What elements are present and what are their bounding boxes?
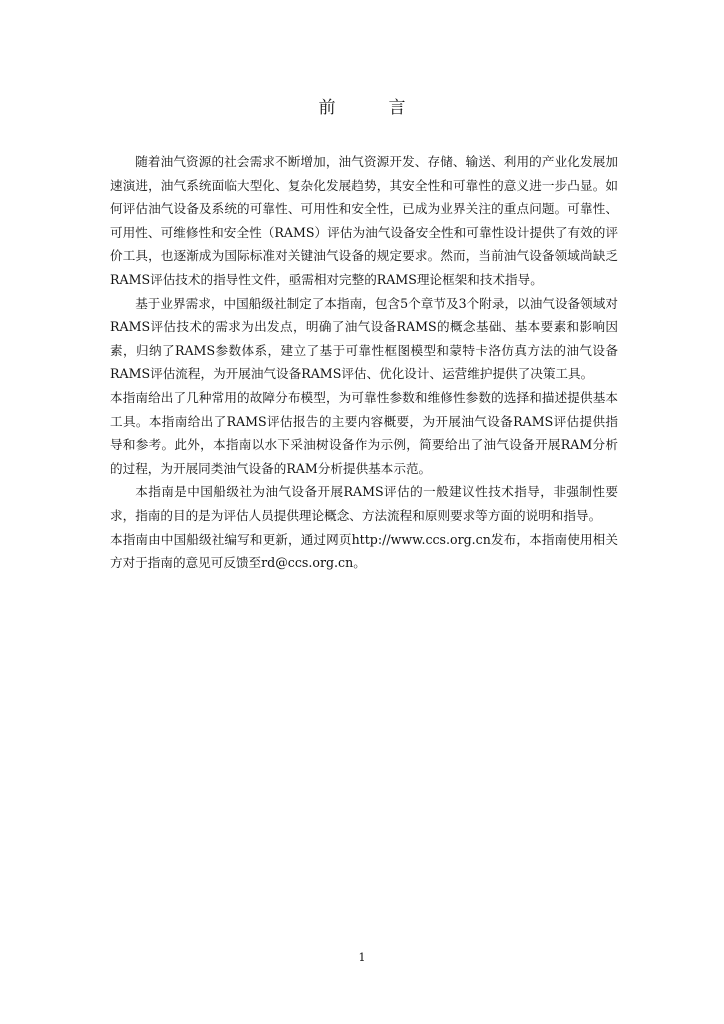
page-title: 前 言 <box>318 98 424 118</box>
paragraph-4: 本指南是中国船级社为油气设备开展RAMS评估的一般建议性技术指导，非强制性要求，指南的目的是为评估人员提供理论概念、方法流程和原则要求等方面的说明和指导。 <box>110 484 618 523</box>
paragraph-1: 随着油气资源的社会需求不断增加，油气资源开发、存储、输送、利用的产业化发展加速演进，油气系统面临大型化、复杂化发展趋势，其安全性和可靠性的意义进一步凸显。如何评估油气设备及系统的可靠性、可用性和安全性，已成为业界关注的重点问题。可靠性、可用性、可维修性和安全性（RAMS）评估为油气设备安全性和可靠性设计提供了有效的评价工具，也逐渐成为国际标准对关键油气设备的规定要求。然而，当前油气设备领域尚缺乏RAMS评估技术的指导性文件，亟需相对完整的RAMS理论框架和技术指导。 <box>110 154 618 287</box>
paragraph-2: 基于业界需求，中国船级社制定了本指南，包含5个章节及3个附录，以油气设备领域对RAMS评估技术的需求为出发点，明确了油气设备RAMS的概念基础、基本要素和影响因素，归纳了RAMS参数体系，建立了基于可靠性框图模型和蒙特卡洛仿真方法的油气设备RAMS评估流程，为开展油气设备RAMS评估、优化设计、运营维护提供了决策工具。 <box>110 295 618 382</box>
body-text <box>110 150 618 575</box>
page-number: 1 <box>358 951 366 964</box>
paragraph-3: 本指南给出了几种常用的故障分布模型，为可靠性参数和维修性参数的选择和描述提供基本工具。本指南给出了RAMS评估报告的主要内容概要，为开展油气设备RAMS评估提供指导和参考。此外，本指南以水下采油树设备作为示例，简要给出了油气设备开展RAM分析的过程，为开展同类油气设备的RAM分析提供基本示范。 <box>110 389 618 476</box>
paragraph-5: 本指南由中国船级社编写和更新，通过网页http://www.ccs.org.cn发布，本指南使用相关方对于指南的意见可反馈至rd@ccs.org.cn。 <box>110 531 618 571</box>
